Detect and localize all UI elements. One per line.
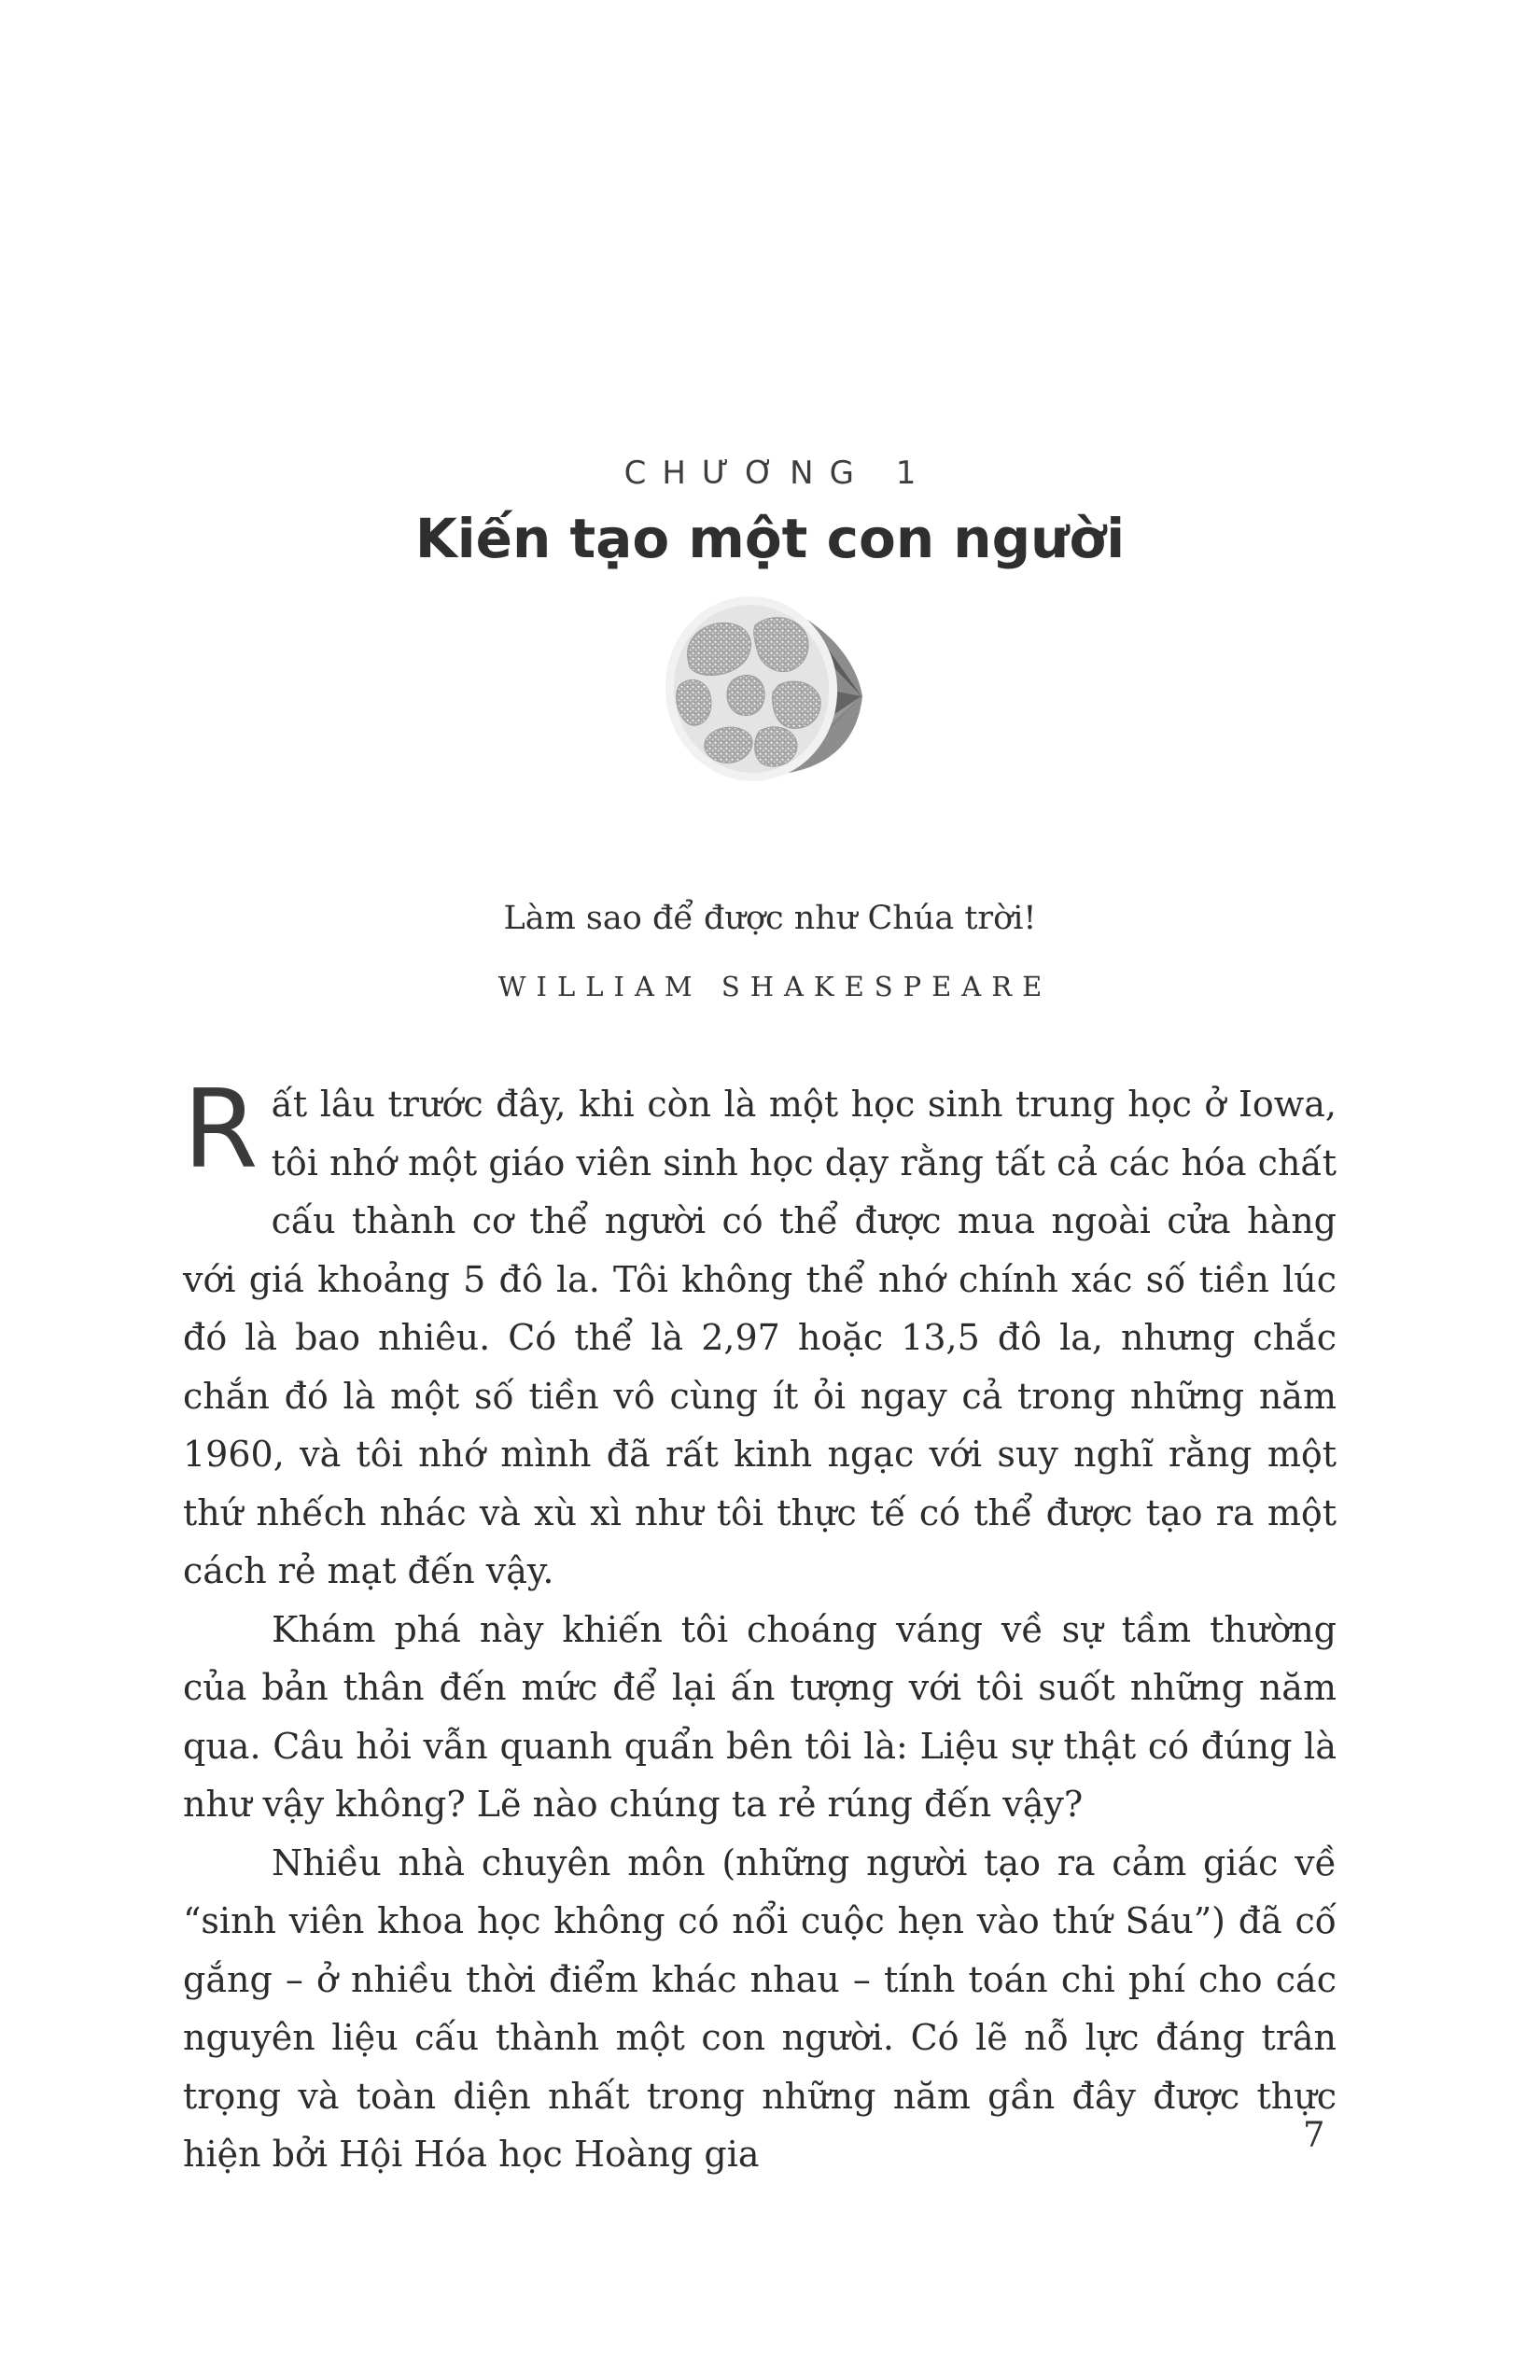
epigraph-quote: Làm sao để được như Chúa trời!: [503, 900, 1037, 937]
paragraph-text: Khám phá này khiến tôi choáng váng về sự tầm thường của bản thân đến mức để lại ấn tượng với tôi suốt những năm qua. Câu hỏi vẫn quanh quẩn bên tôi là: Liệu sự thật có đúng là như vậy không? Lẽ nào chúng ta rẻ rúng đến vậy?: [183, 1608, 1337, 1825]
paragraph-text: ất lâu trước đây, khi còn là một học sinh trung học ở Iowa, tôi nhớ một giáo viên sinh học dạy rằng tất cả các hóa chất cấu thành cơ thể người có thể được mua ngoài cửa hàng với giá khoảng 5 đô la. Tôi không thể nhớ chính xác số tiền lúc đó là bao nhiêu. Có thể là 2,97 hoặc 13,5 đô la, nhưng chắc chắn đó là một số tiền vô cùng ít ỏi ngay cả trong những năm 1960, và tôi nhớ mình đã rất kinh ngạc với suy nghĩ rằng một thứ nhếch nhác và xù xì như tôi thực tế có thể được tạo ra một cách rẻ mạt đến vậy.: [183, 1084, 1337, 1591]
paragraph: [183, 1834, 1337, 2184]
drop-cap: R: [183, 1067, 259, 1193]
epigraph-attribution: WILLIAM SHAKESPEARE: [497, 971, 1053, 1002]
chapter-label: CHƯƠNG 1: [623, 455, 932, 492]
muscle-cross-section-illustration: [658, 590, 882, 795]
body-text: [183, 1067, 1337, 2184]
paragraph: [183, 1601, 1337, 1834]
page-number: 7: [1303, 2115, 1325, 2155]
chapter-title: Kiến tạo một con người: [414, 507, 1126, 570]
paragraph: [183, 1067, 1337, 1601]
paragraph-text: Nhiều nhà chuyên môn (những người tạo ra cảm giác về “sinh viên khoa học không có nổi cuộc hẹn vào thứ Sáu”) đã cố gắng – ở nhiều thời điểm khác nhau – tính toán chi phí cho các nguyên liệu cấu thành một con người. Có lẽ nỗ lực đáng trân trọng và toàn diện nhất trong những năm gần đây được thực hiện bởi Hội Hóa học Hoàng gia: [183, 1841, 1337, 2175]
muscle-cross-section-icon: [658, 590, 882, 795]
